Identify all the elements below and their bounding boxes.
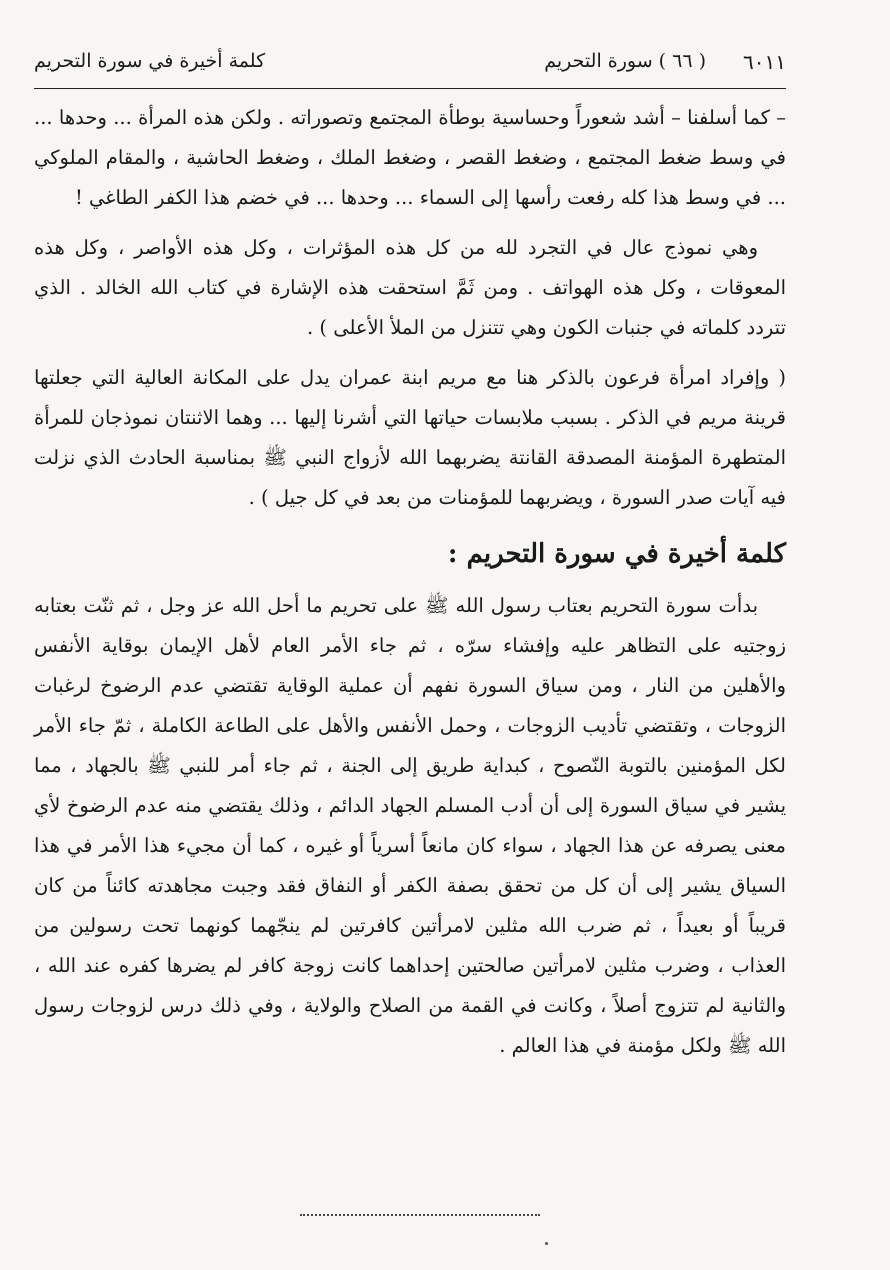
page-number: ٦٠١١ [743, 50, 786, 74]
paragraph-3: ( وإفراد امرأة فرعون بالذكر هنا مع مريم ابنة عمران يدل على المكانة العالية التي جعلتها قرينة مريم في الذكر . بسبب ملابسات حياتها التي أشرنا إليها ... وهما الاثنتان نموذجان للمرأة المتطهرة المؤمنة المصدقة القانتة يضربهما الله لأزواج النبي ﷺ بمناسبة الحادث الذي نزلت فيه آيات صدر السورة ، ويضربهما للمؤمنات من بعد في كل جيل ) . [34, 366, 786, 509]
dotted-separator [300, 1214, 540, 1216]
paragraph-1: – كما أسلفنا – أشد شعوراً وحساسية بوطأة المجتمع وتصوراته . ولكن هذه المرأة ... وحدها ... في وسط ضغط المجتمع ، وضغط القصر ، وضغط الملك ، وضغط الحاشية ، والمقام الملوكي ... في وسط هذا كله رفعت رأسها إلى السماء ... وحدها ... في خضم هذا الكفر الطاغي ! [34, 106, 786, 209]
running-header [34, 42, 786, 82]
surah-label: ( ٦٦ ) سورة التحريم [544, 50, 706, 72]
header-rule [34, 88, 786, 89]
paragraph-2: وهي نموذج عال في التجرد لله من كل هذه المؤثرات ، وكل هذه الأواصر ، وكل هذه المعوقات ، وكل هذه الهواتف . ومن ثَمَّ استحقت هذه الإشارة في كتاب الله الخالد . الذي تتردد كلماته في جنبات الكون وهي تتنزل من الملأ الأعلى ) . [34, 236, 786, 339]
page-body [34, 98, 786, 1066]
final-paragraph: بدأت سورة التحريم بعتاب رسول الله ﷺ على تحريم ما أحل الله عز وجل ، ثم ثنّت بعتابه زوجتيه على التظاهر عليه وإفشاء سرّه ، ثم جاء الأمر العام لأهل الإيمان بوقاية الأنفس والأهلين من النار ، ومن سياق السورة نفهم أن عملية الوقاية تقتضي عدم الرضوخ لرغبات الزوجات ، وتقتضي تأديب الزوجات ، وحمل الأنفس والأهل على الطاعة الكاملة ، ثمّ جاء الأمر لكل المؤمنين بالتوبة النّصوح ، كبداية طريق إلى الجنة ، ثم جاء أمر للنبي ﷺ بالجهاد ، مما يشير في سياق السورة إلى أن أدب المسلم الجهاد الدائم ، وذلك يقتضي منه عدم الرضوخ لأي معنى يصرفه عن هذا الجهاد ، سواء كان مانعاً أسرياً أو غيره ، كما أن مجيء هذا الأمر في هذا السياق يشير إلى أن كل من تحقق بصفة الكفر أو النفاق فقد وجبت مجاهدته كائناً من كان قريباً أو بعيداً ، ثم ضرب الله مثلين لامرأتين كافرتين لم ينجّهما كونهما تحت رسولين من العذاب ، وضرب مثلين لامرأتين صالحتين إحداهما كانت زوجة كافر لم يضرها كفره عند الله ، والثانية لم تتزوج أصلاً ، وكانت في القمة من الصلاح والولاية ، وفي ذلك درس لزوجات رسول الله ﷺ ولكل مؤمنة في هذا العالم . [34, 594, 786, 1057]
section-heading: كلمة أخيرة في سورة التحريم : [447, 539, 786, 569]
section-title: كلمة أخيرة في سورة التحريم [34, 50, 266, 72]
page-speck [545, 1242, 548, 1245]
